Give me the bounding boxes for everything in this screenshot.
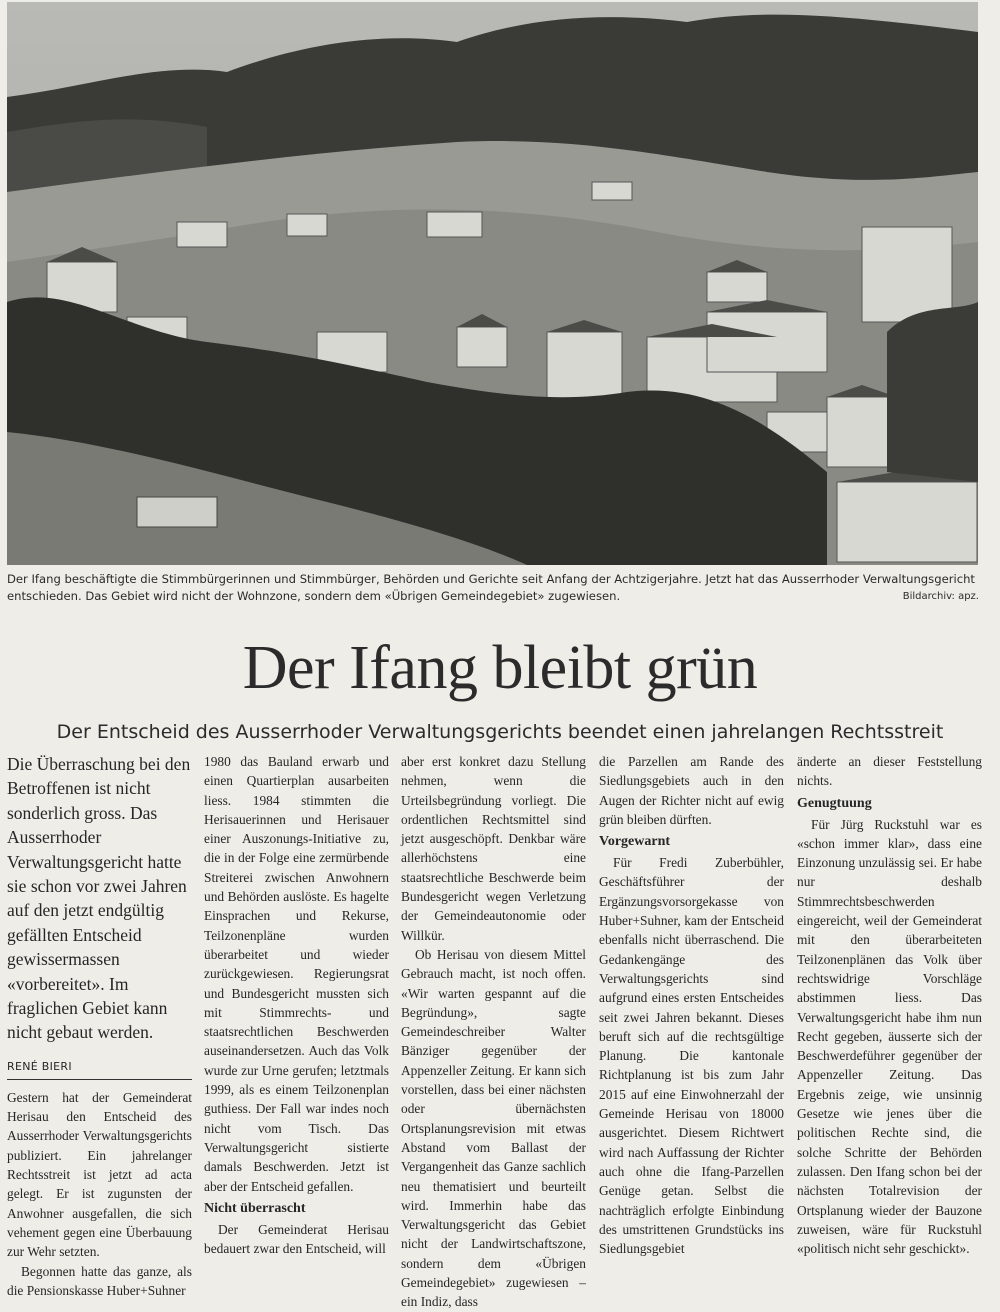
body-paragraph: Für Fredi Zuberbühler, Geschäftsführer der Ergänzungsvorsorgekasse von Huber+Suhner, kam der Entscheid ebenfalls nicht überraschend. Die Gedankengänge des Verwaltungsgerichts sind aufgrund eines ersten Entscheides seit zwei Jahren bekannt. Dieses beruft sich auf die rechtsgültige Planung. Die kantonale Richtplanung ist bis zum Jahr 2015 auf eine Einwohnerzahl der Gemeinde Herisau von 18000 ausgerichtet. Diesem Richtwert wird nach Auffassung der Richter auch ohne die Ifang-Parzellen Genüge getan. Selbst die nachträglich erfolgte Einbindung des umstrittenen Grundstücks ins Siedlungsgebiet (599, 855, 784, 1257)
body-paragraph: Begonnen hatte das ganze, als die Pensionskasse Huber+Suhner (7, 1263, 192, 1298)
landscape-photo (7, 2, 978, 565)
subheadline: Der Entscheid des Ausserrhoder Verwaltungsgerichts beendet einen jahrelangen Rechtsstreit (56, 721, 944, 743)
article-column-1 (7, 752, 192, 1298)
lead-paragraph: Die Überraschung bei den Betroffenen ist nicht sonderlich gross. Das Ausserrhoder Verwaltungsgericht hatte sie schon vor zwei Jahren auf den jetzt endgültig gefällten Entscheid gewissermassen «vorbereitet». Im fraglichen Gebiet kann nicht gebaut werden. (7, 754, 191, 1043)
body-paragraph: Der Gemeinderat Herisau bedauert zwar den Entscheid, will (204, 1221, 389, 1257)
photo-credit: Bildarchiv: apz. (902, 591, 979, 602)
subheading-genugtuung: Genugtuung (797, 795, 872, 811)
caption-text: Der Ifang beschäftigte die Stimmbürgerinnen und Stimmbürger, Behörden und Gerichte seit Anfang der Achtzigerjahre. Jetzt hat das Ausserrhoder Verwaltungsgericht entschieden. Das Gebiet wird nicht der Wohnzone, sondern dem «Übrigen Gemeindegebiet» zugewiesen. (7, 572, 975, 603)
author-byline: RENÉ BIERI (7, 1059, 192, 1080)
article-column-4 (599, 752, 784, 1257)
article-column-5 (797, 752, 982, 1257)
body-paragraph: 1980 das Bauland erwarb und einen Quartierplan ausarbeiten liess. 1984 stimmten die Herisauerinnen und Herisauer einer Auszonungs-Initiative zu, die in der Folge eine zermürbende Streiterei zwischen Anwohnern und Behörden auslöste. Es hagelte Einsprachen und Rekurse, Teilzonenpläne wurden überarbeitet und wieder zurückgewiesen. Regierungsrat und Bundesgericht mussten sich mit Stimmrechts- und staatsrechtlichen Beschwerden auseinandersetzen. Auch das Volk wurde zur Urne gerufen; letztmals 1999, als es einem Teilzonenplan guthiess. Der Fall war indes noch nicht vom Tisch. Das Verwaltungsgericht sistierte damals Beschwerden. Jetzt ist aber der Entscheid gefallen. (204, 754, 389, 1194)
headline: Der Ifang bleibt grün (242, 634, 758, 702)
photo-caption (7, 571, 982, 605)
body-paragraph: Gestern hat der Gemeinderat Herisau den Entscheid des Ausserrhoder Verwaltungsgerichts publiziert. Ein jahrelanger Rechtsstreit ist jetzt ad acta gelegt. Er ist zugunsten der Anwohner ausgefallen, die sich vehement gegen eine Überbauung zur Wehr setzten. (7, 1089, 192, 1260)
body-paragraph: Für Jürg Ruckstuhl war es «schon immer klar», dass eine Einzonung unzulässig sei. Er habe nur deshalb Stimmrechtsbeschwerden eingereicht, weil der Gemeinderat mit den überarbeiteten Teilzonenplänen das Volk über rechtswidrige Vorschläge abstimmen liess. Das Verwaltungsgericht habe ihm nun Recht gegeben, äusserte sich der Beschwerdeführer gegenüber der Appenzeller Zeitung. Das Ergebnis zeige, wie unsinnig Gesetze wie jenes über die politischen Rechte sind, die solche Schritte der Behörden zulassen. Den Ifang schon bei der nächsten Totalrevision der Ortsplanung wieder der Bauzone zuweisen, wäre für Ruckstuhl «politisch nicht sehr geschickt». (797, 816, 982, 1257)
body-paragraph: aber erst konkret dazu Stellung nehmen, wenn die Urteilsbegründung vorliegt. Die ordentlichen Rechtsmittel sind jetzt ausgeschöpft. Denkbar wäre allerhöchstens eine staatsrechtliche Beschwerde beim Bundesgericht wegen Verletzung der Gemeindeautonomie oder Willkür. (401, 754, 586, 943)
body-paragraph: die Parzellen am Rande des Siedlungsgebiets auch in den Augen der Richter nicht auf ewig grün bleiben dürften. (599, 754, 784, 827)
article-column-3 (401, 752, 586, 1310)
subheading-vorgewarnt: Vorgewarnt (599, 834, 671, 850)
subheading-nicht-ueberrascht: Nicht überrascht (204, 1200, 306, 1216)
article-column-2 (204, 752, 389, 1257)
body-paragraph: änderte an dieser Feststellung nichts. (797, 754, 982, 789)
body-paragraph: Ob Herisau von diesem Mittel Gebrauch macht, ist noch offen. «Wir warten gespannt auf die Begründung», sagte Gemeindeschreiber Walter Bänziger gegenüber der Appenzeller Zeitung. Er kann sich vorstellen, dass bei einer nächsten oder übernächsten Ortsplanungsrevision mit etwas Abstand vom Ballast der Vergangenheit das Ganze sachlich neu thematisiert und beurteilt wird. Immerhin habe das Verwaltungsgericht das Gebiet nicht der Landwirtschaftszone, sondern dem «Übrigen Gemeindegebiet» zugewiesen – ein Indiz, dass (401, 946, 586, 1310)
hillside-village-photo-icon (7, 2, 978, 565)
